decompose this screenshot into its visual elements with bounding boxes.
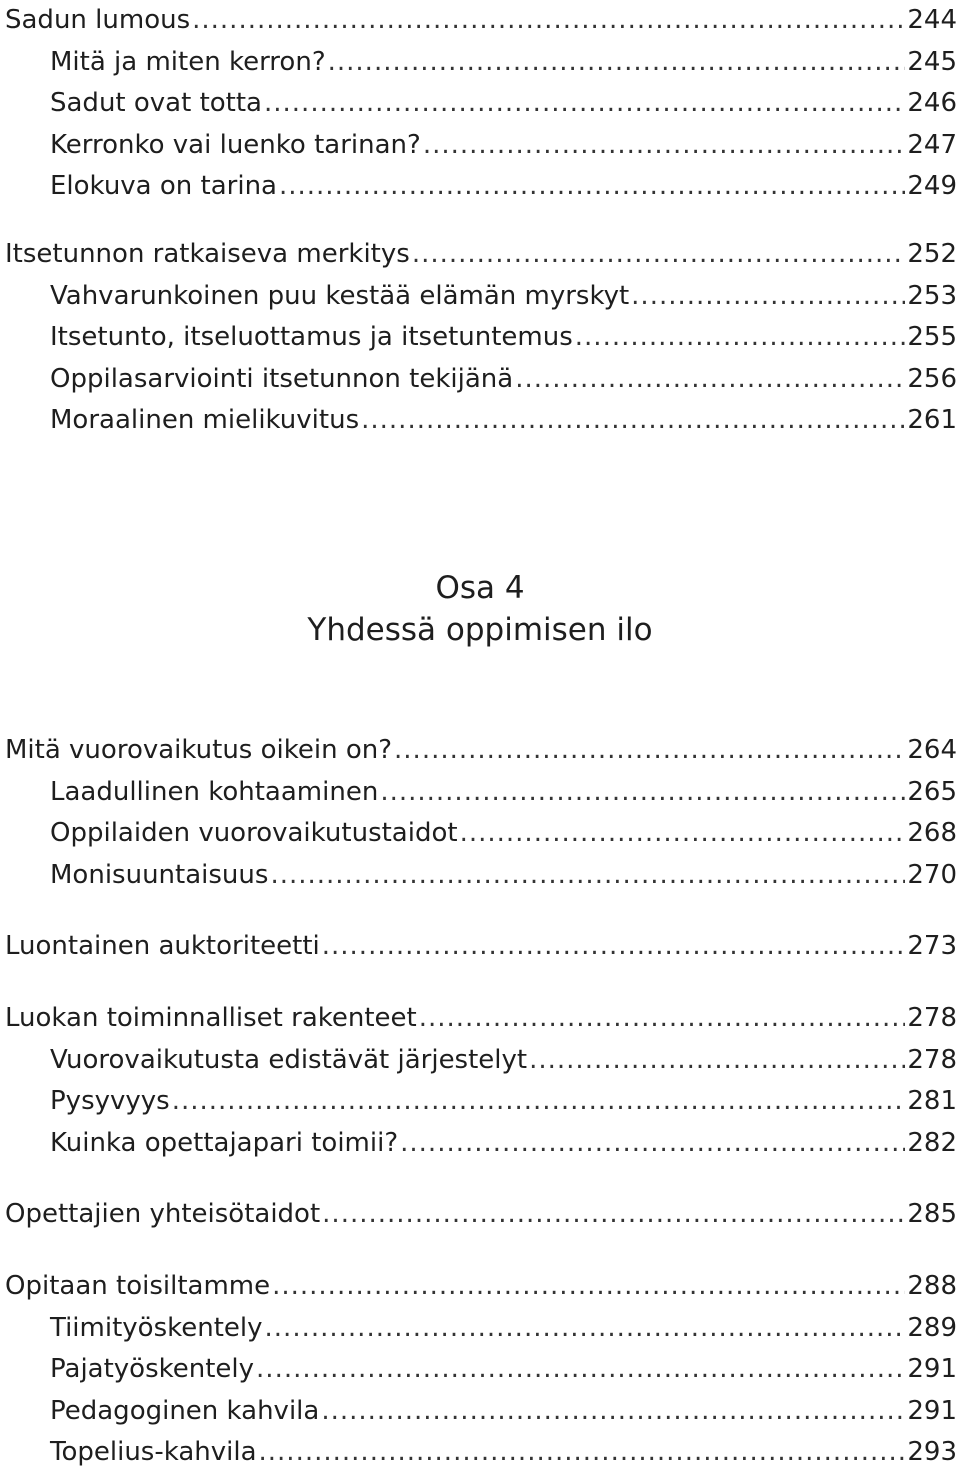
toc-entry-page: 245 xyxy=(907,46,957,77)
dot-leader xyxy=(270,855,905,897)
toc-entry[interactable] xyxy=(0,1081,960,1123)
dot-leader xyxy=(259,1432,906,1474)
dot-leader xyxy=(322,1194,905,1236)
toc-entry-page: 265 xyxy=(907,776,957,807)
toc-entry-title: Mitä ja miten kerron? xyxy=(50,46,326,77)
toc-entry[interactable] xyxy=(0,855,960,897)
toc-entry-title: Tiimityöskentely xyxy=(50,1312,263,1343)
toc-entry-page: 264 xyxy=(907,735,957,765)
dot-leader xyxy=(265,1308,906,1350)
toc-section-itsetunnon xyxy=(0,234,960,442)
toc-entry-page: 256 xyxy=(907,363,957,394)
toc-entry[interactable] xyxy=(0,0,960,42)
toc-entry[interactable] xyxy=(0,42,960,84)
dot-leader xyxy=(256,1349,905,1391)
toc-entry-title: Opitaan toisiltamme xyxy=(5,1271,271,1301)
dot-leader xyxy=(328,42,906,84)
dot-leader xyxy=(192,0,905,42)
dot-leader xyxy=(361,400,905,442)
dot-leader xyxy=(419,998,906,1040)
toc-entry[interactable] xyxy=(0,125,960,167)
toc-entry-page: 270 xyxy=(907,859,957,890)
dot-leader xyxy=(529,1040,905,1082)
toc-section-sadun-lumous xyxy=(0,0,960,208)
dot-leader xyxy=(575,317,906,359)
dot-leader xyxy=(400,1123,905,1165)
toc-entry-page: 244 xyxy=(907,5,957,35)
toc-entry-page: 249 xyxy=(907,171,957,201)
toc-entry-title: Vuorovaikutusta edistävät järjestelyt xyxy=(50,1044,528,1075)
dot-leader xyxy=(279,166,905,208)
toc-entry[interactable] xyxy=(0,926,960,968)
toc-entry-page: 289 xyxy=(907,1312,957,1343)
toc-entry[interactable] xyxy=(0,1040,960,1082)
toc-entry[interactable] xyxy=(0,1432,960,1474)
toc-entry-page: 291 xyxy=(907,1395,957,1426)
toc-entry[interactable] xyxy=(0,234,960,276)
toc-entry-title: Sadut ovat totta xyxy=(50,88,262,118)
toc-section-rakenteet xyxy=(0,998,960,1164)
toc-entry-page: 278 xyxy=(907,1003,957,1033)
toc-entry-title: Itsetunnon ratkaiseva merkitys xyxy=(5,239,410,269)
dot-leader xyxy=(423,125,906,167)
toc-entry-title: Laadullinen kohtaaminen xyxy=(50,776,379,807)
toc-entry-title: Pedagoginen kahvila xyxy=(50,1395,320,1426)
toc-entry-title: Moraalinen mielikuvitus xyxy=(50,405,360,435)
dot-leader xyxy=(272,1266,905,1308)
dot-leader xyxy=(412,234,906,276)
toc-entry-page: 255 xyxy=(907,322,957,352)
toc-entry-page: 246 xyxy=(907,88,957,118)
dot-leader xyxy=(460,813,906,855)
toc-entry-title: Topelius-kahvila xyxy=(50,1437,257,1467)
toc-entry-title: Opettajien yhteisötaidot xyxy=(5,1199,321,1229)
toc-section-vuorovaikutus xyxy=(0,730,960,896)
toc-entry-title: Oppilaiden vuorovaikutustaidot xyxy=(50,818,458,848)
toc-entry-title: Mitä vuorovaikutus oikein on? xyxy=(5,735,393,765)
dot-leader xyxy=(322,926,906,968)
part-number: Osa 4 xyxy=(435,570,525,606)
toc-entry-page: 247 xyxy=(907,129,957,160)
toc-entry[interactable] xyxy=(0,317,960,359)
toc-entry-page: 278 xyxy=(907,1044,957,1075)
toc-entry[interactable] xyxy=(0,1349,960,1391)
toc-entry[interactable] xyxy=(0,400,960,442)
toc-section-toisiltamme xyxy=(0,1266,960,1474)
toc-entry-page: 282 xyxy=(907,1127,957,1158)
toc-entry-title: Pajatyöskentely xyxy=(50,1354,255,1384)
toc-entry-title: Luokan toiminnalliset rakenteet xyxy=(5,1003,417,1033)
toc-section-yhteisotaidot xyxy=(0,1194,960,1236)
toc-entry[interactable] xyxy=(0,730,960,772)
toc-entry-title: Vahvarunkoinen puu kestää elämän myrskyt xyxy=(50,280,630,311)
toc-entry[interactable] xyxy=(0,1391,960,1433)
toc-entry-title: Elokuva on tarina xyxy=(50,171,277,201)
toc-entry-title: Oppilasarviointi itsetunnon tekijänä xyxy=(50,363,514,394)
toc-entry-page: 281 xyxy=(907,1086,957,1116)
toc-entry[interactable] xyxy=(0,166,960,208)
toc-entry[interactable] xyxy=(0,83,960,125)
dot-leader xyxy=(380,772,905,814)
toc-section-auktoriteetti xyxy=(0,926,960,968)
toc-entry-title: Pysyvyys xyxy=(50,1086,170,1116)
toc-entry-page: 268 xyxy=(907,818,957,848)
toc-entry[interactable] xyxy=(0,359,960,401)
toc-entry-page: 288 xyxy=(907,1271,957,1301)
dot-leader xyxy=(321,1391,905,1433)
toc-entry-page: 273 xyxy=(907,931,957,961)
toc-entry-page: 291 xyxy=(907,1354,957,1384)
toc-entry[interactable] xyxy=(0,772,960,814)
toc-entry[interactable] xyxy=(0,998,960,1040)
toc-entry-title: Kuinka opettajapari toimii? xyxy=(50,1127,399,1158)
dot-leader xyxy=(631,276,905,318)
dot-leader xyxy=(515,359,905,401)
part-title: Yhdessä oppimisen ilo xyxy=(307,612,653,648)
toc-entry-title: Luontainen auktoriteetti xyxy=(5,931,320,961)
toc-entry-title: Sadun lumous xyxy=(5,5,191,35)
toc-entry[interactable] xyxy=(0,1123,960,1165)
dot-leader xyxy=(172,1081,906,1123)
toc-entry[interactable] xyxy=(0,813,960,855)
dot-leader xyxy=(264,83,905,125)
toc-entry[interactable] xyxy=(0,1266,960,1308)
toc-entry[interactable] xyxy=(0,1194,960,1236)
toc-entry-page: 261 xyxy=(907,405,957,435)
toc-entry[interactable] xyxy=(0,276,960,318)
dot-leader xyxy=(394,730,905,772)
toc-entry-title: Monisuuntaisuus xyxy=(50,859,269,890)
toc-entry-title: Itsetunto, itseluottamus ja itsetuntemus xyxy=(50,322,573,352)
toc-entry-title: Kerronko vai luenko tarinan? xyxy=(50,129,421,160)
toc-entry-page: 285 xyxy=(907,1199,957,1229)
toc-entry-page: 253 xyxy=(907,280,957,311)
toc-entry[interactable] xyxy=(0,1308,960,1350)
toc-entry-page: 252 xyxy=(907,239,957,269)
toc-entry-page: 293 xyxy=(907,1437,957,1467)
